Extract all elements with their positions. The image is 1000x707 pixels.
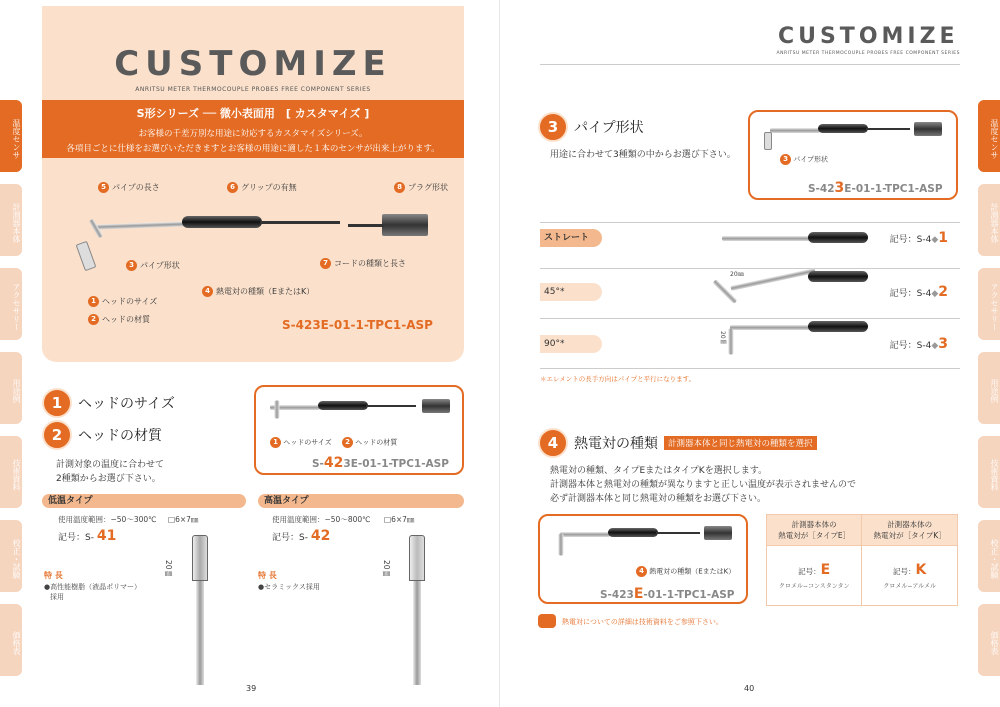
- left-tab-price[interactable]: 価格表: [0, 604, 22, 676]
- callout-6: 6 グリップの有無: [227, 182, 297, 193]
- left-tab-temp-sensor[interactable]: 温度センサ: [0, 100, 22, 172]
- right-tab-calibration[interactable]: 校正・試験: [978, 520, 1000, 592]
- tc-cell-k: 記号：K クロメル−アルメル: [862, 546, 958, 606]
- high-range: 使用温度範囲：−50〜800℃: [272, 515, 371, 524]
- box1-code: S-423E-01-1-TPC1-ASP: [312, 455, 449, 471]
- right-tab-tech[interactable]: 技術資料: [978, 436, 1000, 508]
- tc-cell-e: 記号：E クロメル−コンスタンタン: [767, 546, 862, 606]
- right-page-number: 40: [744, 684, 755, 693]
- callout-5: 5 パイプの長さ: [98, 182, 160, 193]
- box4-label: 4 熱電対の種類（EまたはK）: [636, 566, 735, 577]
- left-tab-instrument[interactable]: 計測器本体: [0, 184, 22, 256]
- tc-header-e: 計測器本体の 熱電対が［タイプE］: [767, 515, 862, 546]
- hero-title: S形シリーズ ── 微小表面用 [ カスタマイズ ]: [136, 107, 370, 120]
- info-text: 熱電対についての詳細は技術資料をご参照下さい。: [562, 618, 723, 626]
- shape-note: ＊エレメントの長手方向はパイプと平行になります。: [540, 375, 696, 383]
- section-2-title: [44, 422, 162, 448]
- shape-row-45: 45°* 20㎜ 記号：S-4◆2: [540, 283, 960, 301]
- low-head-illustration: [190, 535, 210, 685]
- low-range: 使用温度範囲：−50〜300℃: [58, 515, 157, 524]
- high-feat-title: 特 長: [258, 571, 277, 580]
- hero-panel: [42, 6, 464, 362]
- left-page-number: 39: [246, 684, 257, 693]
- high-head-illustration: [407, 535, 427, 685]
- high-feat-text: ●セラミックス採用: [258, 583, 320, 591]
- left-tab-calibration[interactable]: 校正・試験: [0, 520, 22, 592]
- low-feat-text: ●高性能樹脂（液晶ポリマー） 採用: [44, 583, 141, 601]
- shape-row-90: 90°* 20㎜ 記号：S-4◆3: [540, 335, 960, 353]
- section-1-number: 1: [44, 390, 70, 416]
- left-tab-accessory[interactable]: アクセサリー: [0, 268, 22, 340]
- section-12-text: 計測対象の温度に合わせて 2種類からお選び下さい。: [56, 460, 165, 484]
- left-tab-usage[interactable]: 用途例: [0, 352, 22, 424]
- hero-line1: お客様の千差万別な用途に対応するカスタマイズシリーズ。: [138, 129, 368, 139]
- low-dim: 20㎜: [164, 560, 173, 578]
- low-kigo: 記号：S- 41: [58, 528, 117, 544]
- right-tab-usage[interactable]: 用途例: [978, 352, 1000, 424]
- section-2-number: 2: [44, 422, 70, 448]
- high-size: □6×7㎜: [384, 515, 415, 524]
- callout-1: 1 ヘッドのサイズ: [88, 296, 157, 307]
- section-4-tag: 計測器本体と同じ熱電対の種類を選択: [664, 436, 817, 450]
- left-tab-tech[interactable]: 技術資料: [0, 436, 22, 508]
- box1-label2: 2 ヘッドの材質: [342, 437, 397, 448]
- info-icon: [538, 614, 556, 628]
- right-page: [500, 0, 1000, 707]
- callout-4: 4 熱電対の種類（EまたはK）: [202, 286, 314, 297]
- hero-model-code: S-423E-01-1-TPC1-ASP: [282, 318, 433, 332]
- section-4-text: 熱電対の種類、タイプEまたはタイプKを選択します。 計測器本体と熱電対の種類が異なりますと正しい温度が表示されませんので 必ず計測器本体と同じ熱電対の種類をお選び下さい。: [550, 466, 857, 504]
- section-2-label: ヘッドの材質: [78, 428, 162, 444]
- section-1-label: ヘッドのサイズ: [78, 396, 175, 412]
- right-tab-instrument[interactable]: 計測器本体: [978, 184, 1000, 256]
- high-dim: 20㎜: [382, 560, 391, 578]
- right-tab-accessory[interactable]: アクセサリー: [978, 268, 1000, 340]
- section-3-text: 用途に合わせて3種類の中からお選び下さい。: [550, 150, 736, 160]
- low-temp-title: 低温タイプ: [42, 494, 246, 508]
- low-size: □6×7㎜: [168, 515, 199, 524]
- customize-logo-small: CUSTOMIZE ANRITSU METER THERMOCOUPLE PROBES FREE COMPONENT SERIES: [776, 24, 960, 56]
- low-feat-title: 特 長: [44, 571, 63, 580]
- box3-code: S-423E-01-1-TPC1-ASP: [808, 180, 943, 196]
- logo-text: CUSTOMIZE: [114, 44, 392, 84]
- box4-code: S-423E-01-1-TPC1-ASP: [600, 586, 735, 602]
- high-temp-title: 高温タイプ: [258, 494, 464, 508]
- callout-7: 7 コードの種類と長さ: [320, 258, 406, 269]
- tc-header-k: 計測器本体の 熱電対が［タイプK］: [862, 515, 958, 546]
- right-tab-temp-sensor[interactable]: 温度センサ: [978, 100, 1000, 172]
- section-4-title: 4 熱電対の種類 計測器本体と同じ熱電対の種類を選択: [540, 430, 817, 456]
- thermocouple-box: [538, 514, 748, 604]
- high-kigo: 記号：S- 42: [272, 528, 331, 544]
- section-1-title: [44, 390, 175, 416]
- callout-2: 2 ヘッドの材質: [88, 314, 150, 325]
- callout-8: 8 プラグ形状: [394, 182, 448, 193]
- header-rule: [540, 64, 960, 65]
- pipe-shape-box: [748, 110, 958, 200]
- thermocouple-table: [766, 514, 958, 606]
- callout-3: 3 パイプ形状: [126, 260, 180, 271]
- box1-label1: 1 ヘッドのサイズ: [270, 437, 332, 448]
- box3-label: 3 パイプ形状: [780, 154, 828, 165]
- logo-sub: ANRITSU METER THERMOCOUPLE PROBES FREE COMPONENT SERIES: [135, 86, 371, 93]
- shape-row-straight: ストレート 記号：S-4◆1: [540, 229, 960, 247]
- head-detail-box: [254, 385, 464, 475]
- right-tab-price[interactable]: 価格表: [978, 604, 1000, 676]
- hero-line2: 各項目ごとに仕様をお選びいただきますとお客様の用途に適した１本のセンサが出来上がります。: [66, 144, 440, 154]
- section-3-title: 3 パイプ形状: [540, 114, 644, 140]
